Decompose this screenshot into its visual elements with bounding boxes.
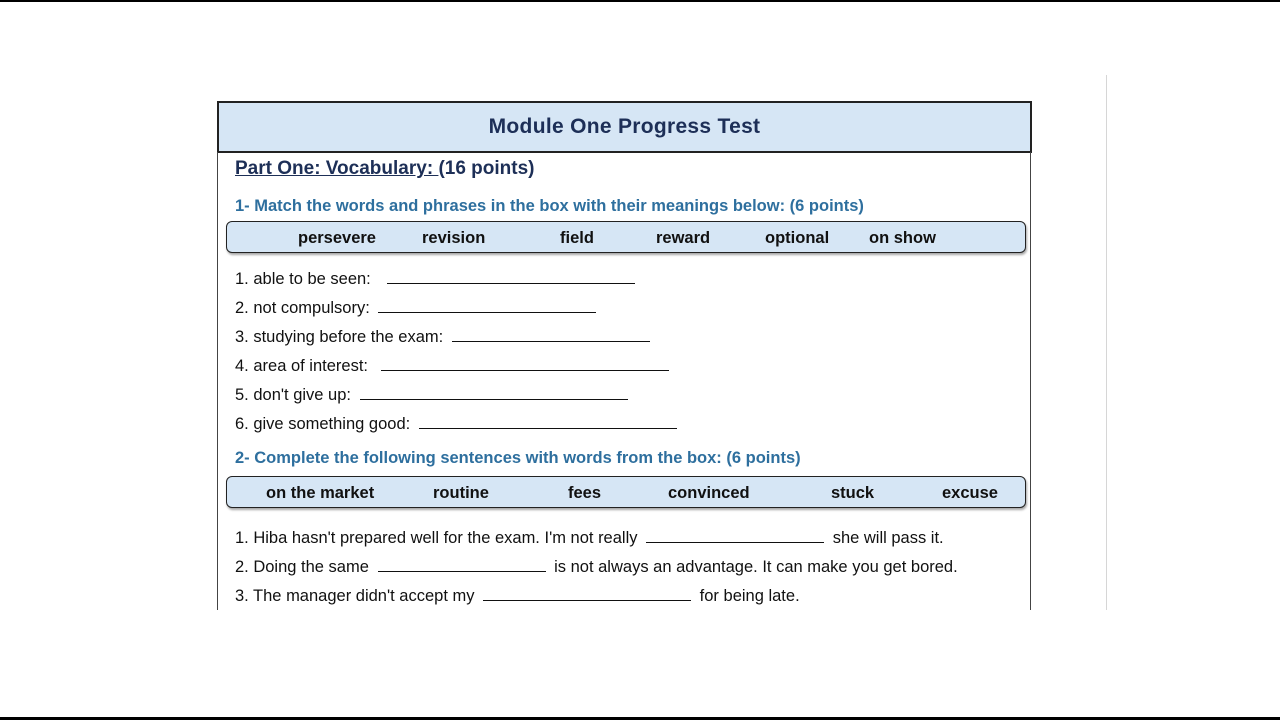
sentence-before: 2. Doing the same [235, 558, 369, 576]
answer-blank[interactable] [483, 585, 691, 601]
list-item [235, 384, 628, 406]
word-box-item: persevere [298, 229, 376, 247]
word-box-1 [226, 221, 1026, 253]
word-box-item: on the market [266, 484, 375, 502]
section1-heading: 1- Match the words and phrases in the box with their meanings below: (6 points) [235, 197, 864, 215]
word-box-item: revision [422, 229, 486, 247]
section2-heading: 2- Complete the following sentences with words from the box: (6 points) [235, 449, 801, 467]
item-text: 4. area of interest: [235, 357, 368, 375]
word-box-item: reward [656, 229, 711, 247]
item-text: 3. studying before the exam: [235, 328, 444, 346]
page-shadow-edge [1106, 75, 1107, 610]
answer-blank[interactable] [452, 326, 650, 342]
word-box-item: optional [765, 229, 830, 247]
list-item [235, 268, 635, 290]
part-one-points: (16 points) [438, 158, 535, 179]
answer-blank[interactable] [646, 527, 824, 543]
list-item [235, 413, 677, 435]
sentence-item [235, 556, 958, 578]
page-left-border [217, 152, 218, 610]
word-box-item: convinced [668, 484, 750, 502]
answer-blank[interactable] [360, 384, 628, 400]
list-item [235, 355, 669, 377]
answer-blank[interactable] [419, 413, 677, 429]
word-box-2 [226, 476, 1026, 508]
part-one-heading [235, 158, 535, 180]
item-text: 1. able to be seen: [235, 270, 371, 288]
sentence-after: for being late. [699, 587, 800, 605]
frame-top-border [0, 0, 1280, 2]
answer-blank[interactable] [378, 297, 596, 313]
list-item [235, 297, 596, 319]
word-box-item: fees [568, 484, 602, 502]
sentence-after: she will pass it. [832, 529, 944, 547]
part-one-heading-label: Part One: Vocabulary: [235, 158, 439, 179]
item-text: 2. not compulsory: [235, 299, 370, 317]
sentence-item [235, 527, 944, 549]
word-box-item: excuse [942, 484, 998, 502]
answer-blank[interactable] [387, 268, 635, 284]
answer-blank[interactable] [378, 556, 546, 572]
sentence-item [235, 585, 800, 607]
sentence-before: 1. Hiba hasn't prepared well for the exam. I'm not really [235, 529, 638, 547]
word-box-item: stuck [831, 484, 875, 502]
page-title: Module One Progress Test [488, 115, 761, 138]
word-box-item: on show [869, 229, 936, 247]
word-box-item: routine [433, 484, 489, 502]
list-item [235, 326, 650, 348]
sentence-before: 3. The manager didn't accept my [235, 587, 475, 605]
item-text: 6. give something good: [235, 415, 411, 433]
title-box [217, 101, 1032, 153]
item-text: 5. don't give up: [235, 386, 351, 404]
page-right-border [1030, 152, 1031, 610]
sentence-after: is not always an advantage. It can make you get bored. [554, 558, 958, 576]
word-box-item: field [560, 229, 594, 247]
answer-blank[interactable] [381, 355, 669, 371]
